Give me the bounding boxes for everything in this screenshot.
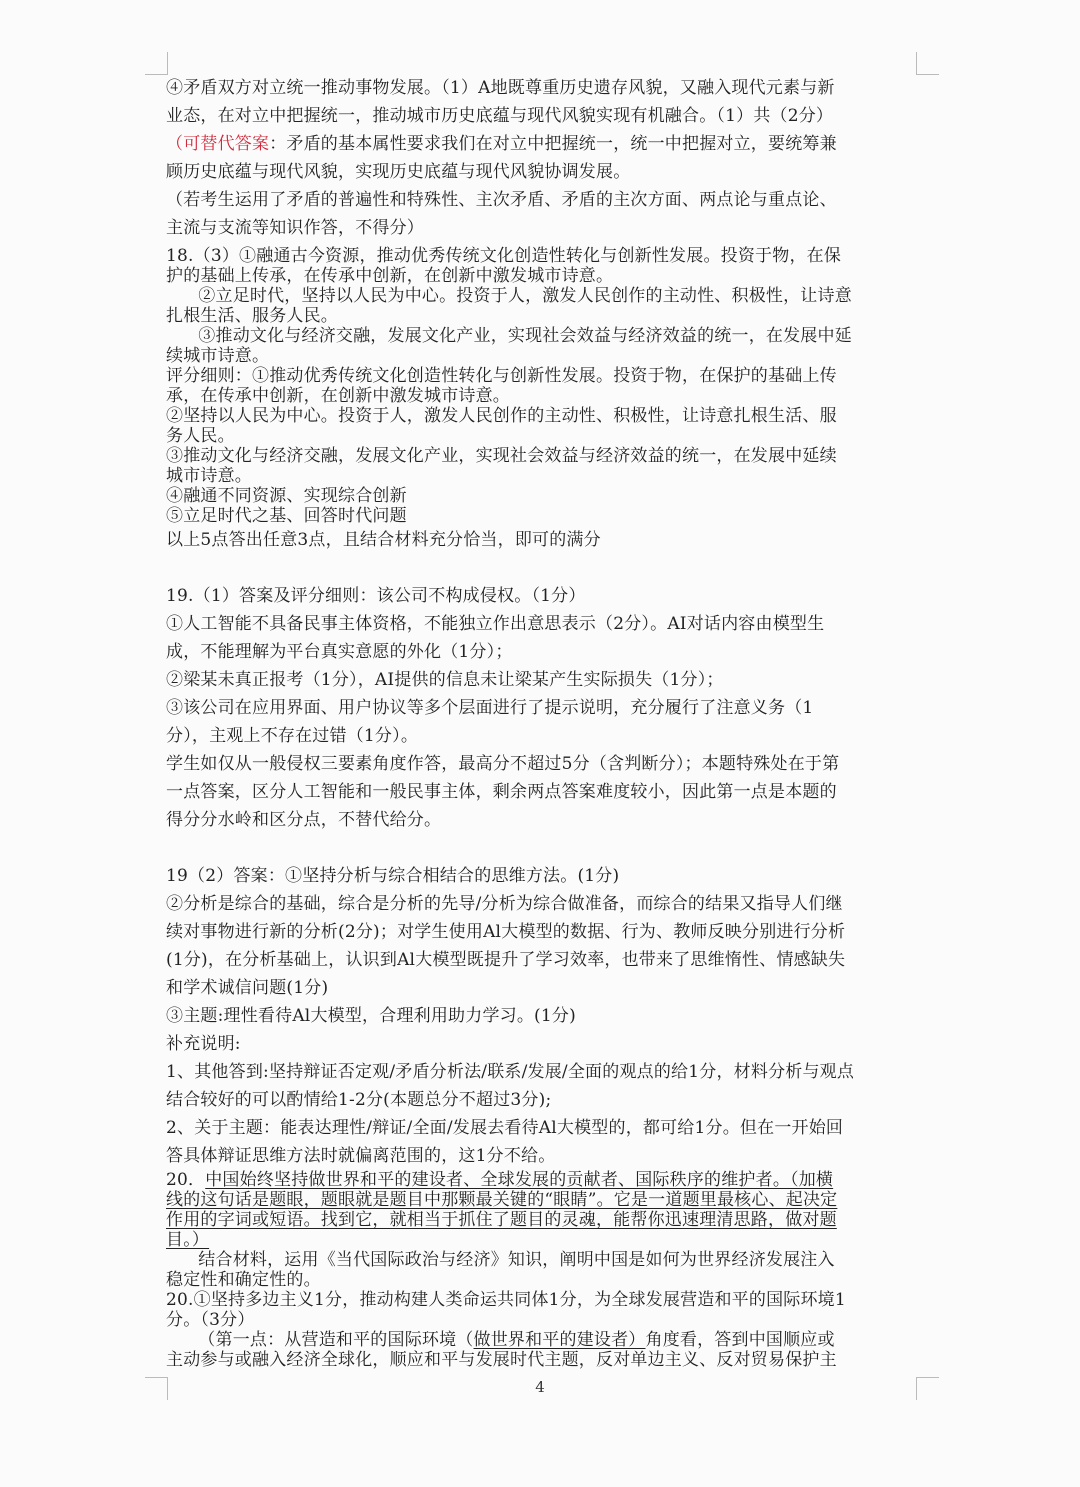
- q18-line: 以上5点答出任意3点，且结合材料充分恰当，即可的满分: [166, 530, 601, 550]
- q20-line: 作用的字词或短语。找到它，就相当于抓住了题目的灵魂，能帮你迅速理清思路，做对题: [166, 1210, 837, 1230]
- q19-2-line: ③主题:理性看待Al大模型，合理利用助力学习。(1分): [166, 1006, 576, 1026]
- q18-line: ②立足时代，坚持以人民为中心。投资于人，激发人民创作的主动性、积极性，让诗意: [198, 286, 852, 306]
- crop-mark-top-left: [145, 52, 168, 75]
- q20-number: 20．: [166, 1170, 206, 1190]
- text-line: （若考生运用了矛盾的普遍性和特殊性、主次矛盾、矛盾的主次方面、两点论与重点论、: [166, 190, 837, 210]
- q19-2-line: 2、关于主题：能表达理性/辩证/全面/发展去看待Al大模型的，都可给1分。但在一开始回: [166, 1118, 844, 1138]
- text-line: ④矛盾双方对立统一推动事物发展。（1）A地既尊重历史遗存风貌，又融入现代元素与新: [166, 78, 835, 98]
- q18-line: ②坚持以人民为中心。投资于人，激发人民创作的主动性、积极性，让诗意扎根生活、服: [166, 406, 837, 426]
- q20-line: 分。（3分）: [166, 1310, 255, 1330]
- q19-2-line: 19（2）答案：①坚持分析与综合相结合的思维方法。(1分): [166, 866, 620, 886]
- q19-2-line: 1、其他答到:坚持辩证否定观/矛盾分析法/联系/发展/全面的观点的给1分，材料分析与观点: [166, 1062, 855, 1082]
- q20-line: 目。）: [166, 1230, 210, 1250]
- text-line: 主流与支流等知识作答，不得分）: [166, 218, 424, 238]
- q18-line: 城市诗意。: [166, 466, 252, 486]
- q18-line: 扎根生活、服务人民。: [166, 306, 338, 326]
- q19-1-line: ①人工智能不具备民事主体资格，不能独立作出意思表示（2分）。AI对话内容由模型生: [166, 614, 825, 634]
- q19-2-line: 答具体辩证思维方法时就偏离范围的，这1分不给。: [166, 1146, 556, 1166]
- q19-1-line: 分），主观上不存在过错（1分）。: [166, 726, 419, 746]
- q20-line: 结合材料，运用《当代国际政治与经济》知识，阐明中国是如何为世界经济发展注入: [198, 1250, 835, 1270]
- q20-line: 线的这句话是题眼，题眼就是题目中那颗最关键的“眼睛”。它是一道题里最核心、起决定: [166, 1190, 838, 1210]
- q19-1-line: 一点答案，区分人工智能和一般民事主体，剩余两点答案难度较小，因此第一点是本题的: [166, 782, 837, 802]
- q19-1-line: 成，不能理解为平台真实意愿的外化（1分）；: [166, 642, 513, 662]
- q19-2-line: 和学术诚信问题(1分): [166, 978, 329, 998]
- q18-line: 续城市诗意。: [166, 346, 270, 366]
- text-line: 业态，在对立中把握统一，推动城市历史底蕴与现代风貌实现有机融合。（1）共（2分）: [166, 106, 834, 126]
- q19-2-line: 补充说明:: [166, 1034, 241, 1054]
- alt-answer-text: ：矛盾的基本属性要求我们在对立中把握统一，统一中把握对立，要统筹兼: [269, 134, 837, 154]
- q20-text: 角度看，答到中国顺应或: [645, 1330, 835, 1350]
- q18-line: ③推动文化与经济交融，发展文化产业，实现社会效益与经济效益的统一，在发展中延: [198, 326, 852, 346]
- q19-2-line: 结合较好的可以酌情给1-2分(本题总分不超过3分);: [166, 1090, 552, 1110]
- q18-line: 护的基础上传承，在传承中创新，在创新中激发城市诗意。: [166, 266, 614, 286]
- q19-2-line: (1分)，在分析基础上，认识到Al大模型既提升了学习效率，也带来了思维惰性、情感缺失: [166, 950, 846, 970]
- q18-line: 18.（3）①融通古今资源，推动优秀传统文化创造性转化与创新性发展。投资于物，在保: [166, 246, 842, 266]
- q19-1-line: 得分分水岭和区分点，不替代给分。: [166, 810, 442, 830]
- q18-line: ④融通不同资源、实现综合创新: [166, 486, 407, 506]
- q19-1-line: ②梁某未真正报考（1分），AI提供的信息未让梁某产生实际损失（1分）；: [166, 670, 724, 690]
- crop-mark-top-right: [916, 52, 939, 75]
- q20-line: 稳定性和确定性的。: [166, 1270, 321, 1290]
- alt-answer-label: （可替代答案: [166, 134, 270, 154]
- q19-1-line: 学生如仅从一般侵权三要素角度作答，最高分不超过5分（含判断分）；本题特殊处在于第: [166, 754, 840, 774]
- q20-line: 20.①坚持多边主义1分，推动构建人类命运共同体1分，为全球发展营造和平的国际环境1: [166, 1290, 846, 1310]
- q18-line: 务人民。: [166, 426, 235, 446]
- q20-line: 主动参与或融入经济全球化，顺应和平与发展时代主题，反对单边主义、反对贸易保护主: [166, 1350, 837, 1370]
- q20-underlined-text: 做世界和平的建设者）: [473, 1330, 646, 1350]
- page-content: [166, 74, 918, 1370]
- q18-line: ③推动文化与经济交融，发展文化产业，实现社会效益与经济效益的统一，在发展中延续: [166, 446, 837, 466]
- q18-line: ⑤立足时代之基、回答时代问题: [166, 506, 407, 526]
- q19-2-line: 续对事物进行新的分析(2分)；对学生使用Al大模型的数据、行为、教师反映分别进行分析: [166, 922, 846, 942]
- q19-1-line: 19.（1）答案及评分细则：该公司不构成侵权。（1分）: [166, 586, 586, 606]
- q20-line: [166, 1330, 918, 1350]
- q18-line: 承，在传承中创新，在创新中激发城市诗意。: [166, 386, 510, 406]
- q20-text: （第一点：从营造和平的国际环境（: [198, 1330, 474, 1350]
- q20-key-sentence: 中国始终坚持做世界和平的建设者、全球发展的贡献者、国际秩序的维护者。（加横: [205, 1170, 834, 1190]
- q19-2-line: ②分析是综合的基础，综合是分析的先导/分析为综合做准备，而综合的结果又指导人们继: [166, 894, 843, 914]
- q19-1-line: ③该公司在应用界面、用户协议等多个层面进行了提示说明，充分履行了注意义务（1: [166, 698, 814, 718]
- text-line: 顾历史底蕴与现代风貌，实现历史底蕴与现代风貌协调发展。: [166, 162, 631, 182]
- page-number: 4: [535, 1378, 545, 1396]
- q18-line: 评分细则：①推动优秀传统文化创造性转化与创新性发展。投资于物，在保护的基础上传: [166, 366, 837, 386]
- q20-line: [166, 1170, 918, 1190]
- alt-answer-line: [166, 130, 918, 158]
